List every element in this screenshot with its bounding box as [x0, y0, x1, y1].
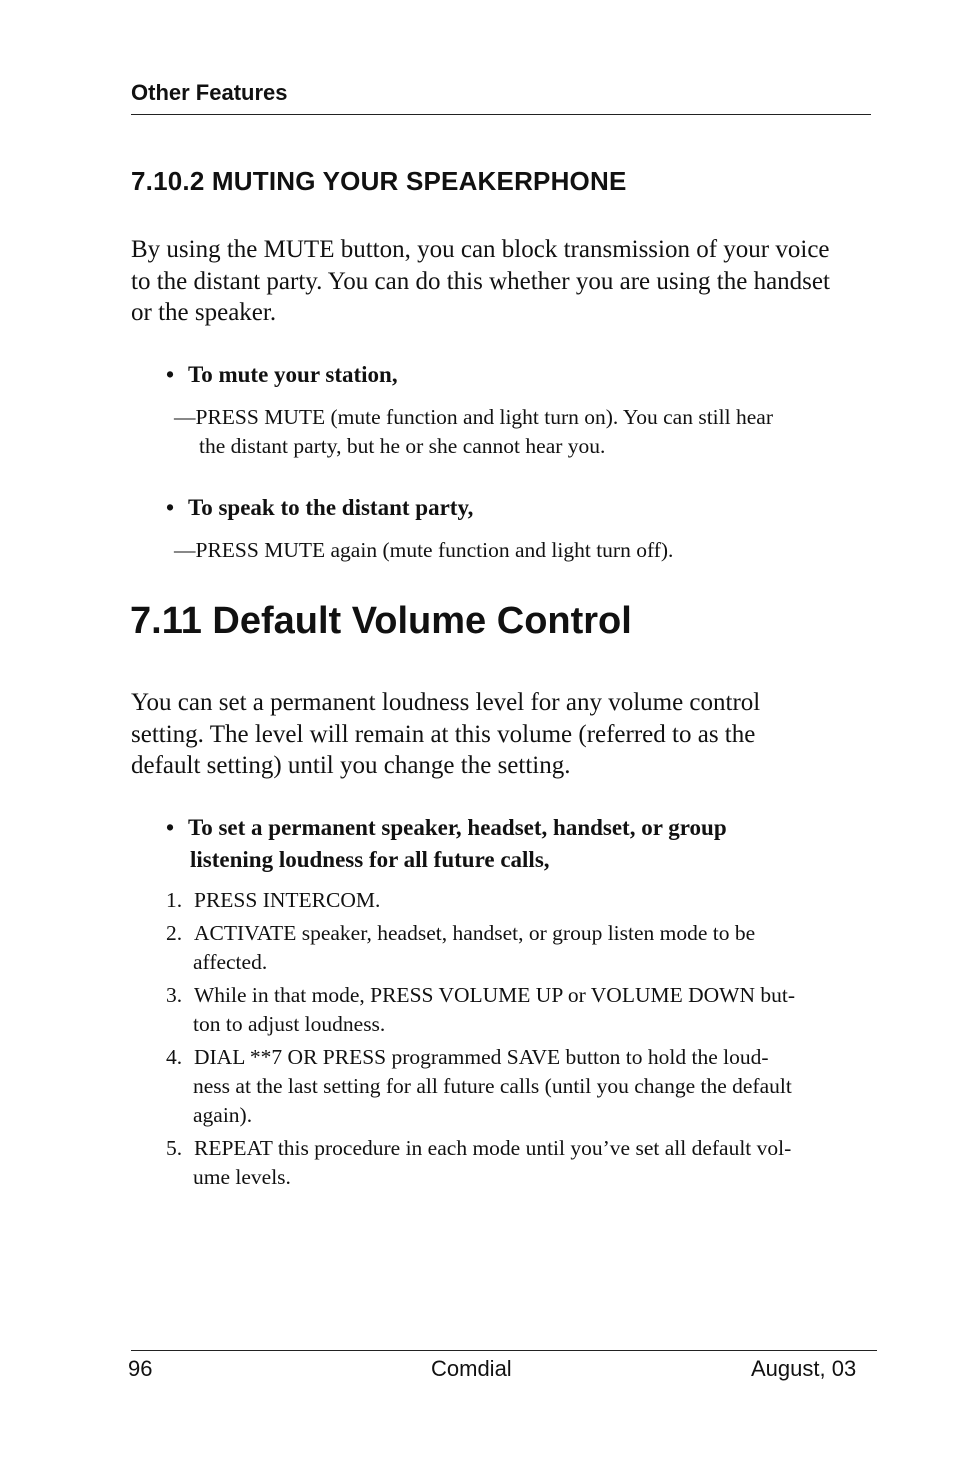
volume-steps-list [166, 886, 871, 1196]
bullet-label: listening loudness for all future calls, [190, 847, 550, 872]
running-header: Other Features [131, 80, 288, 105]
step-text: DIAL **7 OR PRESS programmed SAVE button to hold the loud- [194, 1045, 769, 1069]
page-number: 96 [128, 1356, 153, 1381]
volume-intro-paragraph [131, 687, 831, 782]
step-speak-instruction: —PRESS MUTE again (mute function and light turn off). [174, 538, 674, 562]
step-mute-instruction [174, 403, 864, 460]
step-number: 4. [166, 1045, 183, 1069]
list-item [166, 919, 871, 977]
step-text: ACTIVATE speaker, headset, handset, or group listen mode to be [194, 921, 756, 945]
bullet-label: To speak to the distant party, [188, 495, 474, 520]
step-number: 1. [166, 888, 183, 912]
footer-date: August, 03 [751, 1356, 857, 1381]
bullet-dot: • [166, 362, 175, 387]
text-line: By using the MUTE button, you can block transmission of your voice [131, 236, 830, 263]
step-text: While in that mode, PRESS VOLUME UP or VOLUME DOWN but- [194, 983, 795, 1007]
bullet-label: To set a permanent speaker, headset, handset, or group [188, 815, 727, 840]
footer-company: Comdial [431, 1356, 512, 1381]
step-text: ton to adjust loudness. [193, 1012, 386, 1036]
list-item [166, 1134, 871, 1192]
bullet-dot: • [166, 815, 175, 840]
text-line: to the distant party. You can do this whether you are using the handset [131, 267, 830, 295]
text-line: setting. The level will remain at this volume (referred to as the [131, 720, 756, 748]
bullet-speak-distant [166, 492, 473, 524]
section-heading: 7.11 Default Volume Control [130, 600, 632, 642]
header-rule [131, 114, 871, 115]
step-text: REPEAT this procedure in each mode until you’ve set all default vol- [194, 1136, 792, 1160]
list-item [166, 981, 871, 1039]
list-item [166, 886, 871, 915]
bullet-mute-station [166, 359, 398, 391]
list-item [166, 1043, 871, 1130]
text-line: or the speaker. [131, 299, 277, 326]
text-line: the distant party, but he or she cannot hear you. [199, 433, 606, 458]
step-text: PRESS INTERCOM. [194, 888, 381, 912]
step-text: affected. [193, 950, 268, 974]
step-number: 3. [166, 983, 183, 1007]
step-text: ness at the last setting for all future calls (until you change the default [193, 1074, 792, 1098]
step-text: ume levels. [193, 1165, 291, 1189]
mute-intro-paragraph [131, 234, 871, 329]
subsection-heading: 7.10.2 MUTING YOUR SPEAKERPHONE [131, 166, 627, 196]
bullet-label: To mute your station, [188, 362, 398, 387]
text-line: default setting) until you change the setting. [131, 752, 571, 779]
text-line: You can set a permanent loudness level for any volume control [131, 689, 761, 716]
bullet-set-default-volume [166, 812, 856, 876]
text-line: —PRESS MUTE (mute function and light turn on). You can still hear [174, 405, 773, 429]
bullet-dot: • [166, 495, 175, 520]
step-text: again). [193, 1103, 253, 1127]
step-number: 5. [166, 1136, 183, 1160]
step-number: 2. [166, 921, 183, 945]
footer-rule [131, 1350, 877, 1351]
